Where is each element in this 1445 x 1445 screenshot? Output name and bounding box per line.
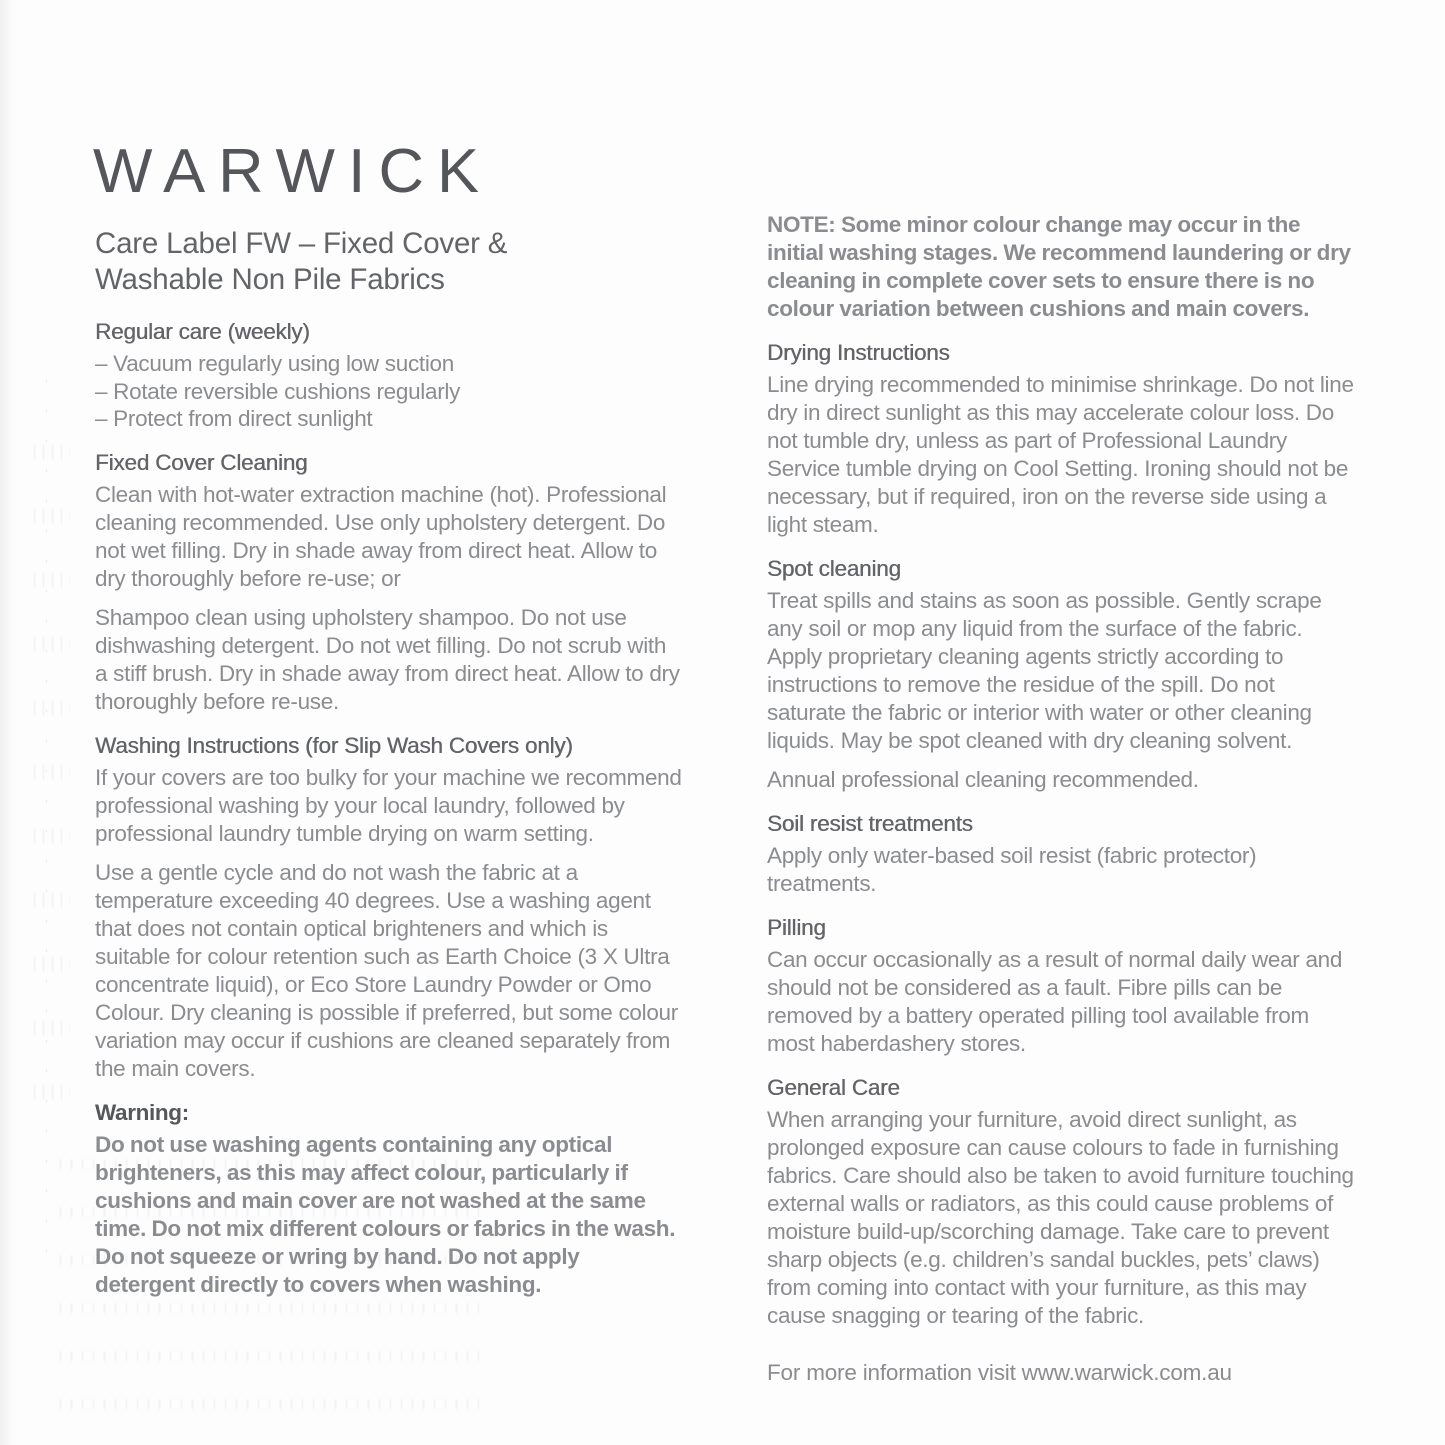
section-heading: Spot cleaning (767, 556, 901, 581)
section-paragraph: Use a gentle cycle and do not wash the fabric at a temperature exceeding 40 degrees. Use a washing agent that does not contain optical brighteners and which is suitable for colour retention such as Earth Choice (3 X Ultra concentrate liquid), or Eco Store Laundry Powder or Omo Colour. Dry cleaning is possible if preferred, but some colour variation may occur if cushions are cleaned separately from the main covers. (95, 859, 678, 1081)
section-pilling (767, 914, 1355, 1058)
section-heading: Drying Instructions (767, 340, 950, 365)
section-heading: Washing Instructions (for Slip Wash Covers only) (95, 732, 573, 758)
section-paragraph: Annual professional cleaning recommended. (767, 767, 1199, 792)
section-heading: Warning: (95, 1099, 189, 1125)
section-spot-cleaning (767, 555, 1355, 794)
document-title-line-1: Care Label FW – Fixed Cover & (95, 227, 508, 260)
warwick-logo: WARWICK (93, 136, 492, 206)
right-column (767, 211, 1355, 1409)
section-heading: General Care (767, 1075, 900, 1100)
section-paragraph: Line drying recommended to minimise shrinkage. Do not line dry in direct sunlight as this may accelerate colour loss. Do not tumble dry, unless as part of Professional Laundry Service tumble drying on Cool Setting. Ironing should not be necessary, but if required, iron on the reverse side using a light steam. (767, 372, 1354, 537)
document-columns (95, 211, 1355, 1409)
section-paragraph: If your covers are too bulky for your machine we recommend professional washing by your local laundry, followed by professional laundry tumble drying on warm setting. (95, 764, 682, 846)
section-heading: Regular care (weekly) (95, 319, 310, 344)
section-fixed-cover-cleaning (95, 449, 683, 716)
bullet-line: – Vacuum regularly using low suction (95, 351, 454, 376)
section-washing-instructions (95, 732, 683, 1083)
section-paragraph: When arranging your furniture, avoid direct sunlight, as prolonged exposure can cause colours to fade in furnishing fabrics. Care should also be taken to avoid furniture touching external walls or radiators, as this could cause problems of moisture build-up/scorching damage. Take care to prevent sharp objects (e.g. children’s sandal buckles, pets’ claws) from coming into contact with your furniture, as this may cause snagging or tearing of the fabric. (767, 1107, 1354, 1328)
left-column (95, 211, 683, 1409)
section-warning (95, 1099, 683, 1299)
document-title-line-2: Washable Non Pile Fabrics (95, 263, 445, 296)
footer-info-text: For more information visit www.warwick.com.au (767, 1360, 1232, 1385)
section-paragraph: Clean with hot-water extraction machine (hot). Professional cleaning recommended. Use only upholstery detergent. Do not wet filling. Dry in shade away from direct heat. Allow to dry thoroughly before re-use; or (95, 481, 667, 591)
bullet-line: – Protect from direct sunlight (95, 406, 373, 431)
scan-edge-shadow (0, 0, 14, 1445)
section-heading: Soil resist treatments (767, 811, 973, 836)
section-heading: Fixed Cover Cleaning (95, 449, 308, 475)
section-heading: Pilling (767, 915, 826, 940)
bullet-line: – Rotate reversible cushions regularly (95, 378, 461, 404)
section-paragraph: Treat spills and stains as soon as possible. Gently scrape any soil or mop any liquid from the surface of the fabric. Apply proprietary cleaning agents strictly according to instructions to remove the residue of the spill. Do not saturate the fabric or interior with water or other cleaning liquids. May be spot cleaned with dry cleaning solvent. (767, 588, 1322, 753)
section-general-care (767, 1074, 1355, 1330)
note-paragraph: NOTE: Some minor colour change may occur in the initial washing stages. We recommend laundering or dry cleaning in complete cover sets to ensure there is no colour variation between cushions and main covers. (767, 212, 1351, 321)
section-paragraph: Do not use washing agents containing any optical brighteners, as this may affect colour, particularly if cushions and main cover are not washed at the same time. Do not mix different colours or fabrics in the wash. Do not squeeze or wring by hand. Do not apply detergent directly to covers when washing. (95, 1131, 676, 1297)
document-title (95, 226, 683, 298)
section-paragraph: Apply only water-based soil resist (fabric protector) treatments. (767, 843, 1257, 896)
section-paragraph: Shampoo clean using upholstery shampoo. Do not use dishwashing detergent. Do not wet filling. Do not scrub with a stiff brush. Dry in shade away from direct heat. Allow to dry thoroughly before re-use. (95, 604, 680, 714)
section-drying-instructions (767, 339, 1355, 539)
section-regular-care (95, 318, 683, 433)
scan-speckle-artifact (30, 420, 70, 1120)
section-soil-resist-treatments (767, 810, 1355, 898)
section-paragraph: Can occur occasionally as a result of normal daily wear and should not be considered as a fault. Fibre pills can be removed by a battery operated pilling tool available from most haberdashery stores. (767, 947, 1343, 1056)
